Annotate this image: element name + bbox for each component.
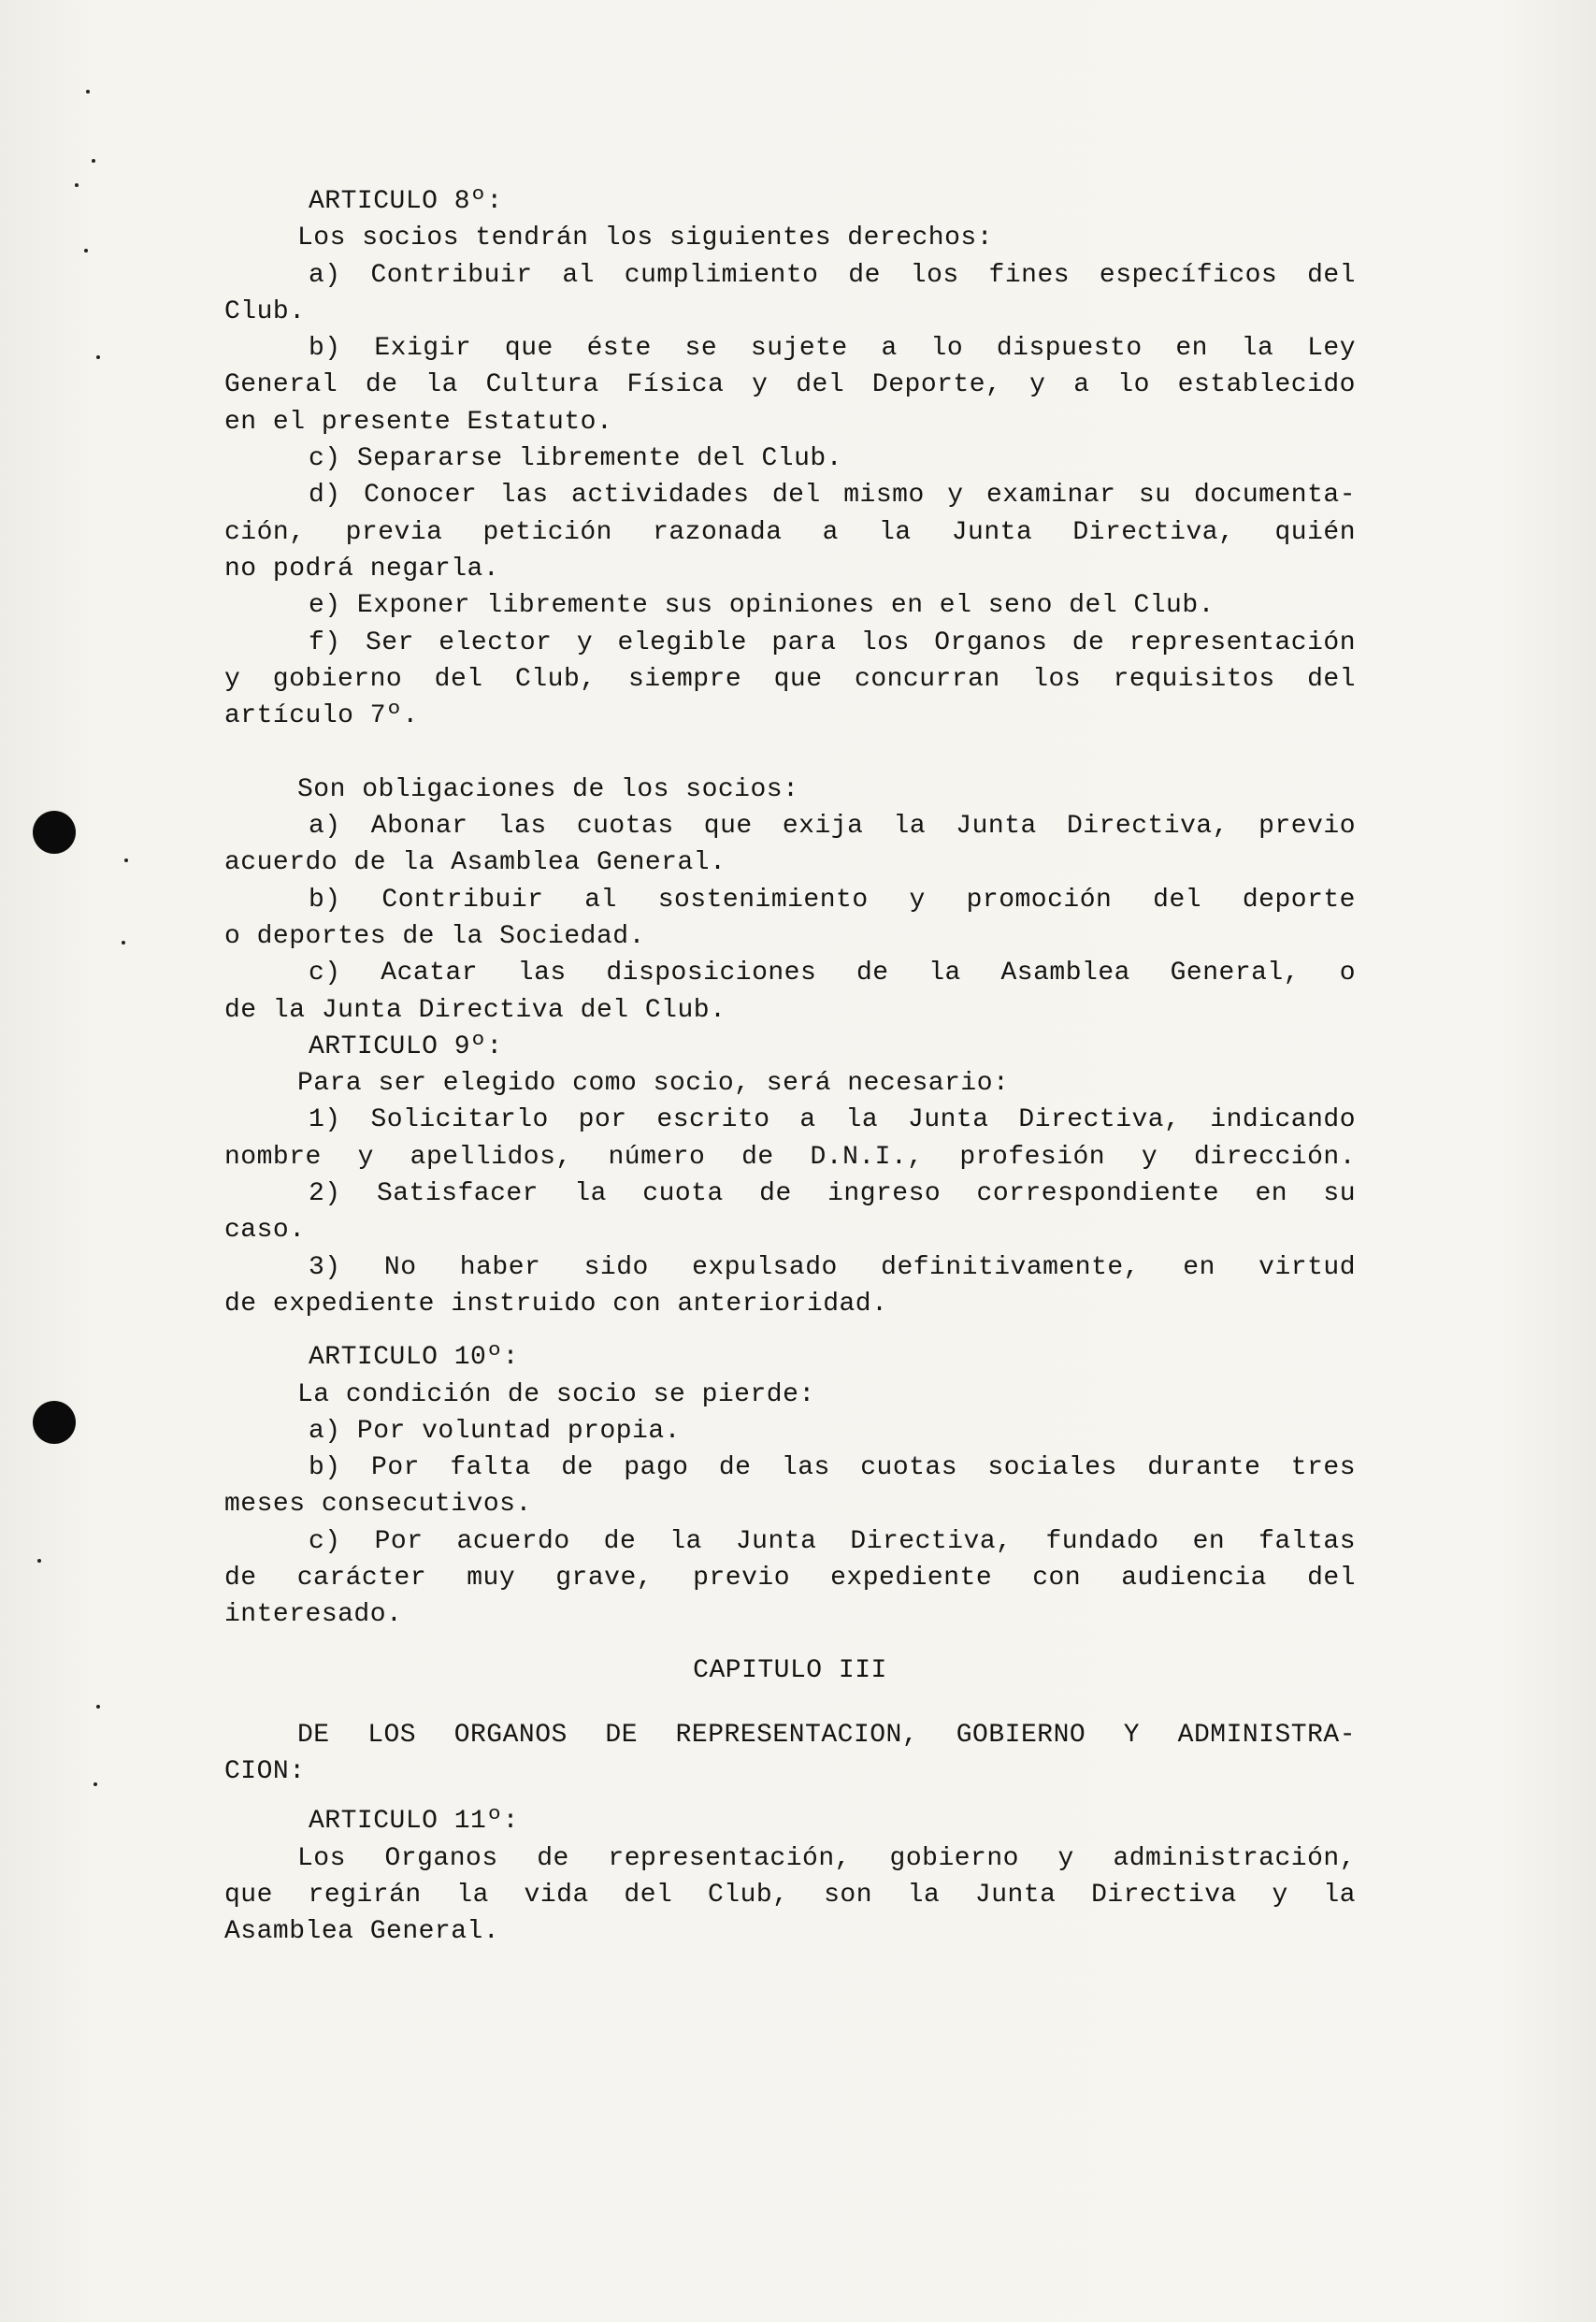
articulo-8-heading: ARTICULO 8º:: [309, 187, 503, 216]
speck: [84, 249, 88, 252]
spacer: [224, 1689, 1356, 1717]
speck: [96, 355, 100, 359]
articulo-9-intro: Para ser elegido como socio, será necesario:: [297, 1069, 1010, 1099]
capitulo-3-title-line1: DE LOS ORGANOS DE REPRESENTACION, GOBIERNO Y ADMINISTRA-: [297, 1720, 1356, 1750]
articulo-8-intro: Los socios tendrán los siguientes derechos:: [297, 224, 994, 253]
articulo-8-d-line3: no podrá negarla.: [224, 554, 500, 584]
document-body: [224, 183, 1356, 1951]
obligacion-a-line2: acuerdo de la Asamblea General.: [224, 848, 726, 878]
articulo-8-e-line1: e) Exponer libremente sus opiniones en el seno del Club.: [309, 591, 1215, 621]
articulo-8-d-line1: d) Conocer las actividades del mismo y examinar su documenta-: [309, 481, 1356, 511]
articulo-10-c-line3: interesado.: [224, 1600, 403, 1630]
obligacion-b-line2: o deportes de la Sociedad.: [224, 921, 645, 951]
speck: [122, 941, 125, 945]
punch-hole-upper: [33, 811, 76, 854]
speck: [93, 1782, 97, 1786]
spacer: [224, 734, 1356, 771]
punch-hole-lower: [33, 1401, 76, 1444]
articulo-8-f-line2: y gobierno del Club, siempre que concurran los requisitos del: [224, 664, 1356, 694]
articulo-10-a-line1: a) Por voluntad propia.: [309, 1416, 681, 1446]
articulo-8-b-line3: en el presente Estatuto.: [224, 407, 613, 437]
articulo-9-p1-line2: nombre y apellidos, número de D.N.I., profesión y dirección.: [224, 1142, 1356, 1172]
articulo-8-b-line1: b) Exigir que éste se sujete a lo dispuesto en la Ley: [309, 334, 1356, 364]
obligacion-c-line2: de la Junta Directiva del Club.: [224, 995, 726, 1025]
spacer: [224, 1634, 1356, 1652]
speck: [124, 858, 128, 862]
capitulo-3-heading: CAPITULO III: [693, 1655, 887, 1685]
articulo-8-a-line2: Club.: [224, 296, 306, 326]
obligacion-a-line1: a) Abonar las cuotas que exija la Junta Directiva, previo: [309, 812, 1356, 842]
articulo-10-c-line1: c) Por acuerdo de la Junta Directiva, fundado en faltas: [309, 1526, 1356, 1556]
speck: [75, 183, 79, 187]
articulo-9-heading: ARTICULO 9º:: [309, 1031, 503, 1061]
articulo-8-d-line2: ción, previa petición razonada a la Junta Directiva, quién: [224, 517, 1356, 547]
articulo-8-a-line1: a) Contribuir al cumplimiento de los fines específicos del: [309, 260, 1356, 290]
articulo-8-b-line2: General de la Cultura Física y del Deporte, y a lo establecido: [224, 370, 1356, 400]
articulo-9-p1-line1: 1) Solicitarlo por escrito a la Junta Directiva, indicando: [309, 1105, 1356, 1135]
articulo-8-f-line3: artículo 7º.: [224, 701, 419, 731]
articulo-11-p-line2: que regirán la vida del Club, son la Junta Directiva y la: [224, 1881, 1356, 1911]
articulo-9-p2-line1: 2) Satisfacer la cuota de ingreso correspondiente en su: [309, 1179, 1356, 1209]
obligacion-c-line1: c) Acatar las disposiciones de la Asamblea General, o: [309, 959, 1356, 988]
articulo-10-c-line2: de carácter muy grave, previo expediente con audiencia del: [224, 1563, 1356, 1593]
speck: [37, 1559, 41, 1563]
articulo-11-heading: ARTICULO 11º:: [309, 1807, 519, 1837]
spacer: [224, 1322, 1356, 1339]
articulo-11-p-line1: Los Organos de representación, gobierno y administración,: [297, 1843, 1356, 1873]
articulo-11-p-line3: Asamblea General.: [224, 1917, 500, 1947]
obligaciones-intro: Son obligaciones de los socios:: [297, 774, 799, 804]
articulo-9-p2-line2: caso.: [224, 1216, 306, 1246]
articulo-10-heading: ARTICULO 10º:: [309, 1343, 519, 1373]
capitulo-3-title-line2: CION:: [224, 1757, 306, 1787]
articulo-9-p3-line1: 3) No haber sido expulsado definitivamente, en virtud: [309, 1252, 1356, 1282]
speck: [86, 90, 90, 94]
obligacion-b-line1: b) Contribuir al sostenimiento y promoción del deporte: [309, 885, 1356, 915]
articulo-8-f-line1: f) Ser elector y elegible para los Organos de representación: [309, 627, 1356, 657]
articulo-9-p3-line2: de expediente instruido con anterioridad.: [224, 1289, 888, 1319]
speck: [96, 1705, 100, 1709]
speck: [92, 159, 95, 163]
articulo-10-b-line1: b) Por falta de pago de las cuotas sociales durante tres: [309, 1453, 1356, 1483]
articulo-8-c-line1: c) Separarse libremente del Club.: [309, 444, 842, 474]
articulo-10-b-line2: meses consecutivos.: [224, 1490, 532, 1520]
spacer: [224, 1790, 1356, 1803]
articulo-10-intro: La condición de socio se pierde:: [297, 1379, 815, 1409]
